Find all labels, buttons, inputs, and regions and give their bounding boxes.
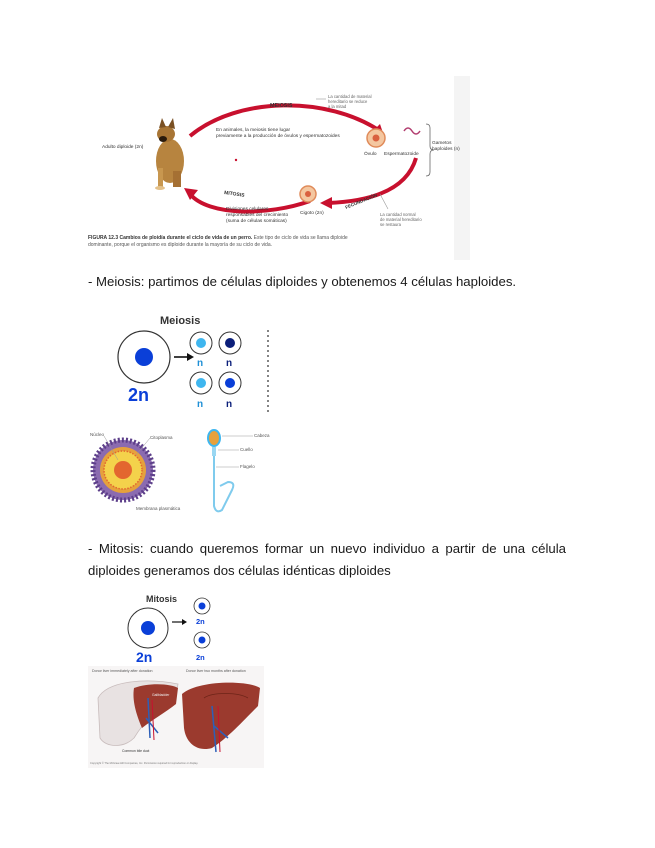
meiosis-title: Meiosis — [160, 315, 201, 327]
daughter-ploidy-label: n — [226, 399, 233, 410]
mitosis-note-3: (suma de células somáticas) — [226, 219, 287, 224]
reduce-note-2: hereditario se reduce — [328, 99, 368, 104]
figure-caption-line2: dominante, porque el organismo es diploide durante la mayoría de su ciclo de vida. — [88, 242, 272, 248]
mitosis-title: Mitosis — [146, 594, 178, 604]
daughter-ploidy-label: 2n — [196, 653, 205, 662]
restore-note-1: La cantidad normal — [380, 212, 416, 217]
mitosis-figure — [88, 588, 264, 768]
arrow-icon — [187, 353, 194, 361]
arrow-icon — [182, 619, 187, 625]
figure-caption-line1: FIGURA 12.3 Cambios de ploidía durante el ciclo de vida de un perro. Este tipo de ciclo de vida se llama diploide — [88, 235, 348, 241]
fertilization-label: FECUNDACIÓN — [344, 192, 378, 210]
gametes-label-1: Gametos — [432, 141, 452, 146]
meiosis-note-1: En animales, la meiosis tiene lugar — [216, 128, 291, 133]
parent-ploidy-label: 2n — [136, 649, 153, 665]
liver-left-caption: Donor liver immediately after donation — [92, 669, 153, 673]
liver-right-caption: Donor liver two months after donation — [186, 669, 246, 673]
head-label: Cabeza — [254, 433, 270, 438]
ovule-illustration — [93, 440, 153, 500]
mitosis-label: MITOSIS — [223, 190, 245, 199]
mitosis-note-1: Divisiones celulares — [226, 207, 269, 212]
daughter-ploidy-label: n — [197, 358, 204, 369]
sperm-label: Espermatozoide — [384, 152, 419, 157]
daughter-ploidy-label: n — [226, 358, 233, 369]
cytoplasm-label: Citoplasma — [150, 435, 173, 440]
neck-label: Cuello — [240, 447, 253, 452]
parent-ploidy-label: 2n — [128, 385, 150, 405]
restore-note-2: de material hereditario — [380, 217, 422, 222]
membrane-label: Membrana plasmática — [136, 506, 181, 511]
meiosis-label: MEIOSIS — [270, 103, 293, 109]
adult-label: Adulto diploide (2n) — [102, 145, 144, 150]
life-cycle-figure — [88, 76, 470, 260]
meiosis-note-2: previamente a la producción de óvulos y espermatozoides — [216, 134, 340, 139]
gallbladder-label: Gallbladder — [152, 693, 170, 697]
bile-duct-label: Common bile duct — [122, 749, 150, 753]
mitosis-diagram — [88, 588, 264, 768]
sperm-illustration — [208, 430, 233, 511]
gametes-label-2: haploides (n) — [432, 147, 460, 152]
mitosis-paragraph: - Mitosis: cuando queremos formar un nuevo individuo a partir de una célula diploides generamos dos células idénticas diploides — [88, 541, 566, 578]
daughter-ploidy-label: n — [197, 399, 204, 410]
zygote-label: Cigoto (2n) — [300, 211, 324, 216]
meiosis-paragraph: - Meiosis: partimos de células diploides y obtenemos 4 células haploides. — [88, 274, 517, 289]
reduce-note-1: La cantidad de material — [328, 94, 372, 99]
reduce-note-3: a la mitad — [328, 104, 347, 109]
meiosis-diagram — [88, 310, 278, 520]
flagellum-label: Flagelo — [240, 464, 255, 469]
ovule-label: Óvulo — [364, 152, 377, 157]
restore-note-3: se restaura — [380, 222, 401, 227]
nucleus-label: Núcleo — [90, 432, 105, 437]
copyright-footer: Copyright © The McGraw-Hill Companies, Inc. Permission required for reproduction or display. — [90, 762, 199, 765]
meiosis-figure — [88, 310, 278, 520]
life-cycle-diagram — [88, 76, 470, 260]
daughter-ploidy-label: 2n — [196, 617, 205, 626]
mitosis-note-2: responsables del crecimiento — [226, 213, 289, 218]
